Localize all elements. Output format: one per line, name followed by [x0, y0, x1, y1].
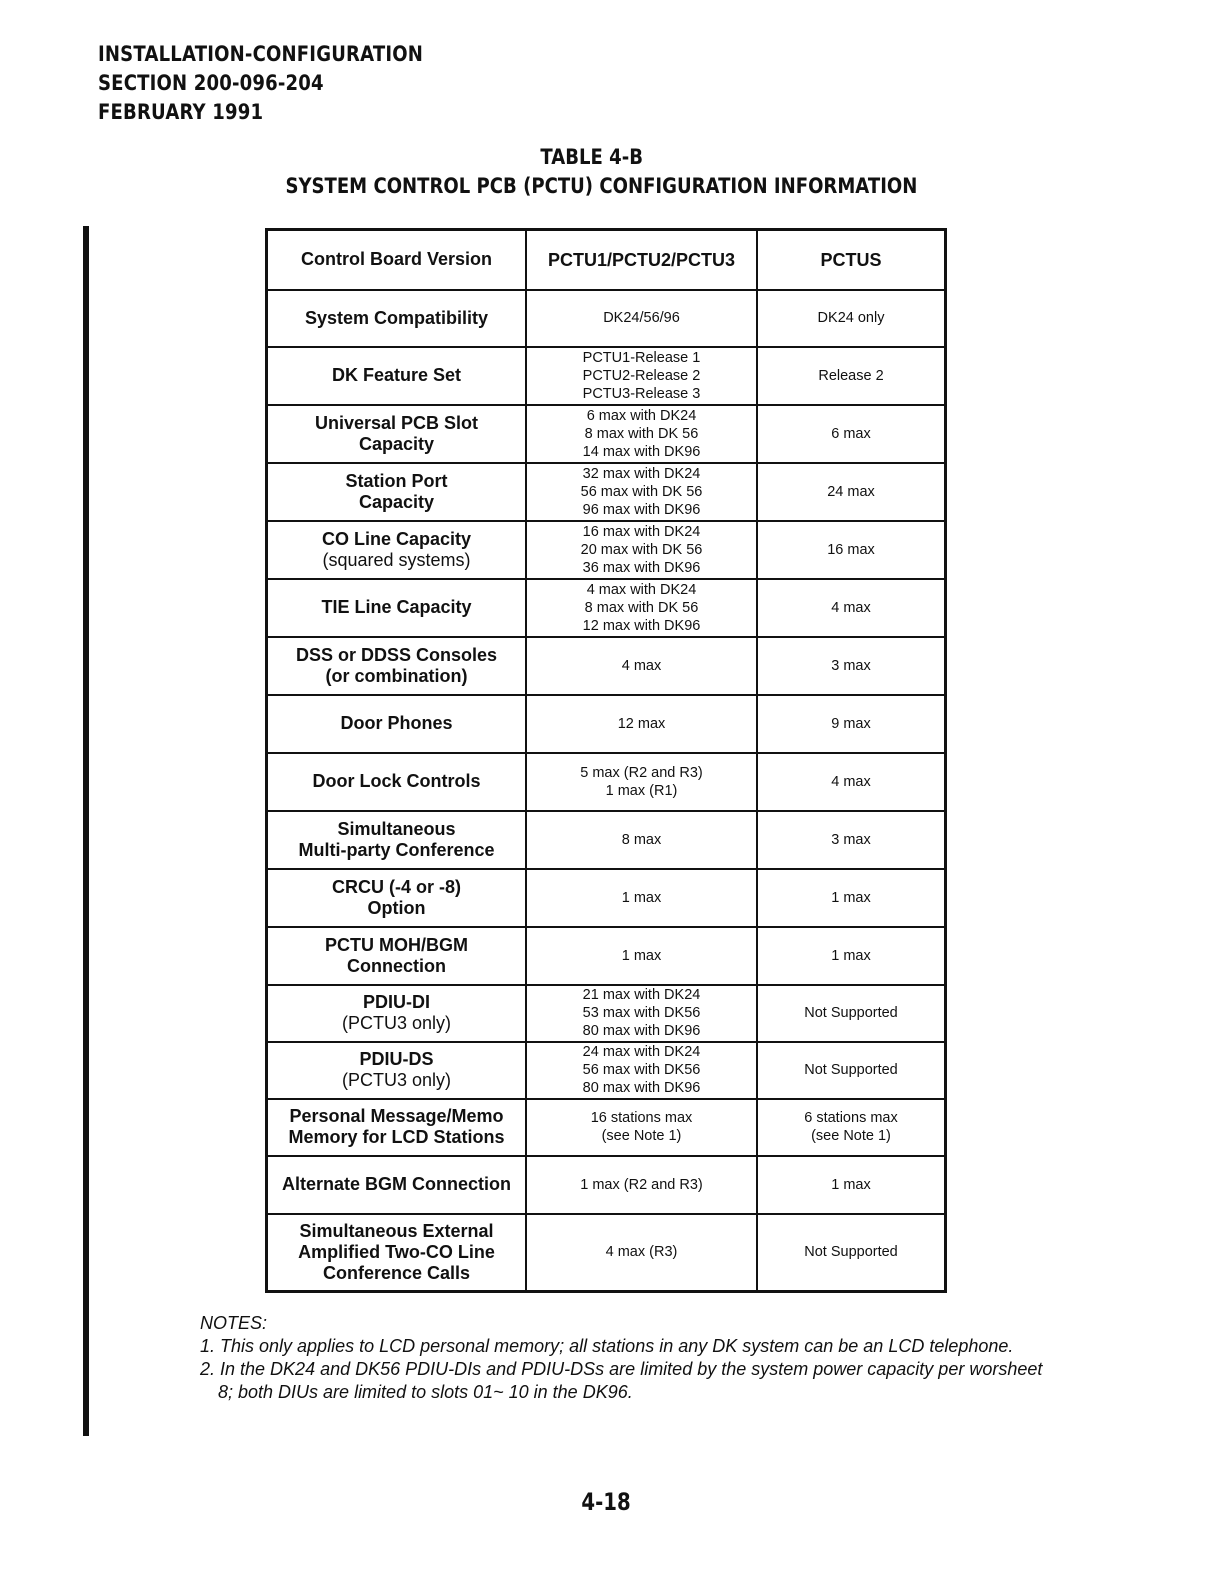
pctus-value-line: Not Supported — [804, 1062, 898, 1078]
pctu-value — [526, 1156, 757, 1214]
pctu-value — [526, 695, 757, 753]
row-label — [267, 1042, 527, 1099]
pctus-value — [757, 811, 946, 869]
pctu-value-line: 32 max with DK24 — [582, 465, 701, 482]
pctus-value-line: 4 max — [831, 773, 871, 790]
pctu-value — [526, 753, 757, 811]
row-label-line: Connection — [347, 955, 446, 976]
table-number: TABLE 4-B — [540, 145, 643, 169]
pctu-value-line: 4 max — [621, 657, 662, 674]
pctus-value — [757, 1214, 946, 1292]
table-row — [267, 579, 946, 637]
table-row — [267, 1042, 946, 1099]
pctus-value — [757, 1156, 946, 1214]
pctus-value-line: Release 2 — [818, 367, 884, 384]
row-label-line: PDIU-DI — [363, 992, 430, 1012]
pctus-value — [757, 985, 946, 1042]
note-item: 2. In the DK24 and DK56 PDIU-DIs and PDIU-DSs are limited by the system power capacity per worsheet 8; both DIUs are limited to slots 01~ 10 in the DK96. — [200, 1359, 1043, 1402]
pctu-value — [526, 811, 757, 869]
pctus-value — [757, 405, 946, 463]
pctus-value-line: DK24 only — [817, 310, 885, 326]
pctus-value — [757, 753, 946, 811]
pctus-value — [757, 1042, 946, 1099]
row-label — [267, 753, 527, 811]
table-row — [267, 1099, 946, 1156]
row-label — [267, 579, 527, 637]
table-row — [267, 869, 946, 927]
table-header-row — [267, 230, 946, 290]
row-label-line: Capacity — [358, 433, 435, 454]
pctus-value-line: 1 max — [831, 889, 871, 906]
pctus-value-line: 6 stations max — [804, 1110, 898, 1126]
pctus-value-line: 9 max — [831, 715, 871, 732]
row-label-line: Personal Message/Memo — [289, 1106, 504, 1126]
row-label — [267, 290, 527, 347]
pctu-value — [526, 927, 757, 985]
pctu-value-line: 80 max with DK96 — [582, 1080, 701, 1096]
row-label-sub: (squared systems) — [322, 549, 471, 570]
pctu-value — [526, 347, 757, 405]
table-row — [267, 927, 946, 985]
change-bar — [83, 226, 89, 1436]
pctus-value — [757, 521, 946, 579]
row-label — [267, 347, 527, 405]
table-row — [267, 290, 946, 347]
table-row — [267, 1214, 946, 1292]
row-label — [267, 927, 527, 985]
column-header: PCTUS — [757, 230, 946, 290]
pctus-value — [757, 1099, 946, 1156]
row-label-line: Door Lock Controls — [312, 771, 481, 791]
table-row — [267, 521, 946, 579]
pctus-value — [757, 695, 946, 753]
row-label — [267, 405, 527, 463]
pctu-value-line: 8 max with DK 56 — [584, 425, 699, 442]
row-label-line: Door Phones — [340, 713, 453, 733]
row-label — [267, 811, 527, 869]
note-item: 1. This only applies to LCD personal memory; all stations in any DK system can be an LCD telephone. — [200, 1336, 1014, 1356]
row-label — [267, 1156, 527, 1214]
pctu-value-line: 36 max with DK96 — [582, 559, 701, 576]
table-row — [267, 811, 946, 869]
pctu-value-line: PCTU2-Release 2 — [582, 367, 701, 384]
row-label-line: System Compatibility — [304, 307, 489, 328]
table-row — [267, 695, 946, 753]
pctu-value — [526, 1214, 757, 1292]
row-label — [267, 463, 527, 521]
pctus-value-line: (see Note 1) — [811, 1128, 891, 1144]
pctu-value-line: 8 max — [621, 831, 662, 848]
pctu-value-line: 8 max with DK 56 — [584, 599, 699, 616]
pctus-value — [757, 463, 946, 521]
pctu-value-line: 16 stations max — [590, 1110, 693, 1126]
pctus-value — [757, 579, 946, 637]
row-label-line: Capacity — [358, 491, 435, 512]
pctus-value-line: 16 max — [827, 541, 875, 558]
header-line-1: INSTALLATION-CONFIGURATION — [98, 42, 424, 66]
pctu-value-line: 1 max — [621, 947, 662, 964]
row-label-sub: (PCTU3 only) — [341, 1013, 452, 1033]
pctu-value-line: 12 max with DK96 — [582, 617, 701, 634]
pctu-value-line: 21 max with DK24 — [582, 987, 701, 1003]
row-label-line: Conference Calls — [322, 1262, 471, 1283]
pctus-value-line: 3 max — [831, 831, 871, 848]
config-table — [265, 228, 947, 1293]
pctus-value-line: Not Supported — [804, 1244, 898, 1261]
pctu-value-line: DK24/56/96 — [603, 310, 680, 326]
pctu-value — [526, 579, 757, 637]
pctus-value-line: 1 max — [831, 947, 871, 964]
pctus-value — [757, 637, 946, 695]
pctu-value-line: PCTU3-Release 3 — [582, 385, 701, 402]
row-label — [267, 1214, 527, 1292]
row-label-line: Simultaneous — [337, 818, 456, 839]
header-line-2: SECTION 200-096-204 — [98, 71, 324, 95]
pctus-value-line: 6 max — [831, 425, 871, 442]
pctu-value-line: 16 max with DK24 — [582, 523, 701, 540]
table-row — [267, 463, 946, 521]
pctus-value-line: 24 max — [827, 483, 875, 500]
pctu-value-line: 5 max (R2 and R3) — [580, 764, 703, 781]
row-label-line: Alternate BGM Connection — [281, 1174, 511, 1194]
row-label-line: (or combination) — [325, 665, 468, 686]
pctus-value — [757, 927, 946, 985]
pctu-value-line: 12 max — [617, 715, 666, 732]
pctu-value — [526, 985, 757, 1042]
pctu-value-line: 1 max (R2 and R3) — [580, 1176, 703, 1193]
table-row — [267, 347, 946, 405]
pctu-value-line: PCTU1-Release 1 — [582, 349, 701, 366]
row-label-line: Simultaneous External — [299, 1220, 494, 1241]
row-label-line: Option — [367, 897, 426, 918]
pctu-value-line: (see Note 1) — [601, 1128, 682, 1144]
row-label — [267, 1099, 527, 1156]
pctu-value — [526, 405, 757, 463]
pctus-value — [757, 290, 946, 347]
row-label-line: PDIU-DS — [359, 1049, 434, 1069]
pctu-value — [526, 290, 757, 347]
column-header: Control Board Version — [267, 230, 527, 290]
row-label-line: Amplified Two-CO Line — [298, 1241, 495, 1262]
pctus-value-line: 1 max — [831, 1176, 871, 1193]
row-label — [267, 521, 527, 579]
row-label-line: TIE Line Capacity — [321, 597, 472, 617]
row-label-line: DSS or DDSS Consoles — [295, 644, 498, 665]
pctu-value — [526, 637, 757, 695]
notes — [200, 1312, 1060, 1404]
row-label — [267, 695, 527, 753]
row-label-line: CRCU (-4 or -8) — [332, 876, 461, 897]
pctu-value-line: 14 max with DK96 — [582, 443, 701, 460]
pctu-value-line: 53 max with DK56 — [582, 1005, 701, 1021]
row-label-line: Universal PCB Slot — [314, 412, 479, 433]
pctus-value-line: Not Supported — [804, 1005, 898, 1021]
table-row — [267, 985, 946, 1042]
document-header — [98, 40, 423, 127]
table-row — [267, 1156, 946, 1214]
pctus-value — [757, 347, 946, 405]
table-row — [267, 637, 946, 695]
pctu-value — [526, 463, 757, 521]
pctus-value-line: 4 max — [831, 599, 871, 616]
table-row — [267, 405, 946, 463]
pctu-value-line: 56 max with DK 56 — [580, 483, 703, 500]
row-label-line: Multi-party Conference — [298, 839, 495, 860]
page-number: 4-18 — [581, 1488, 632, 1516]
pctu-value — [526, 1099, 757, 1156]
column-header: PCTU1/PCTU2/PCTU3 — [526, 230, 757, 290]
table-title: SYSTEM CONTROL PCB (PCTU) CONFIGURATION INFORMATION — [285, 174, 918, 198]
pctu-value-line: 4 max (R3) — [605, 1244, 678, 1261]
pctu-value-line: 96 max with DK96 — [582, 501, 701, 518]
pctus-value-line: 3 max — [831, 657, 871, 674]
pctu-value-line: 56 max with DK56 — [582, 1062, 701, 1078]
header-line-3: FEBRUARY 1991 — [98, 100, 264, 124]
pctu-value — [526, 869, 757, 927]
row-label — [267, 985, 527, 1042]
row-label-line: CO Line Capacity — [321, 528, 472, 549]
pctu-value — [526, 1042, 757, 1099]
pctu-value-line: 80 max with DK96 — [582, 1023, 701, 1039]
row-label-line: Station Port — [345, 470, 448, 491]
row-label-line: Memory for LCD Stations — [288, 1127, 505, 1147]
pctu-value-line: 24 max with DK24 — [582, 1044, 701, 1060]
pctu-value-line: 1 max (R1) — [605, 782, 678, 799]
row-label — [267, 637, 527, 695]
pctu-value-line: 20 max with DK 56 — [580, 541, 703, 558]
notes-heading: NOTES: — [200, 1313, 268, 1333]
row-label-line: PCTU MOH/BGM — [325, 934, 468, 955]
pctu-value — [526, 521, 757, 579]
row-label-line: DK Feature Set — [331, 365, 462, 385]
row-label-sub: (PCTU3 only) — [341, 1070, 452, 1090]
pctus-value — [757, 869, 946, 927]
pctu-value-line: 1 max — [621, 889, 662, 906]
pctu-value-line: 6 max with DK24 — [586, 407, 697, 424]
table-row — [267, 753, 946, 811]
pctu-value-line: 4 max with DK24 — [586, 581, 697, 598]
table-body — [267, 230, 946, 1292]
row-label — [267, 869, 527, 927]
